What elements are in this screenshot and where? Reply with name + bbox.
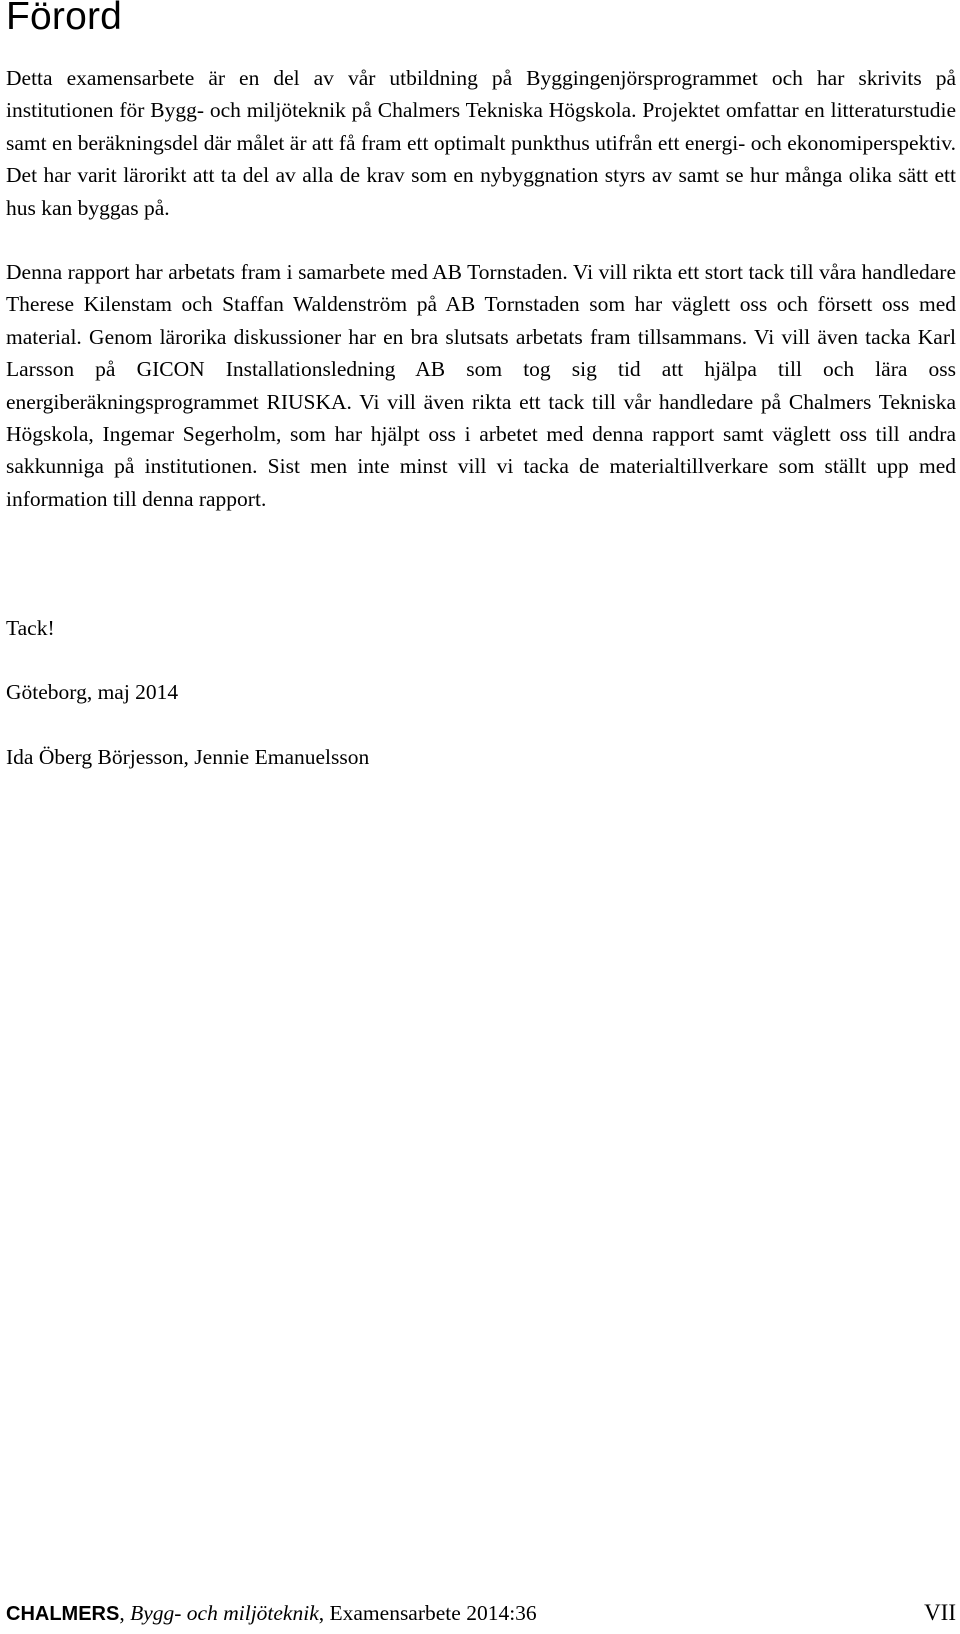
- paragraph-acknowledgements: Denna rapport har arbetats fram i samarbete med AB Tornstaden. Vi vill rikta ett stort tack till våra handledare Therese Kilenstam och Staffan Waldenström på AB Tornstaden som har väglett oss och försett oss med material. Genom lärorika diskussioner har en bra slutsats arbetats fram tillsammans. Vi vill även tacka Karl Larsson på GICON Installationsledning AB som tog sig tid att hjälpa till och lära oss energiberäkningsprogrammet RIUSKA. Vi vill även rikta ett tack till vår handledare på Chalmers Tekniska Högskola, Ingemar Segerholm, som har hjälpt oss i arbetet med denna rapport samt väglett oss till andra sakkunniga på institutionen. Sist men inte minst vill vi tacka de materialtillverkare som ställt upp med information till denna rapport.: [6, 260, 956, 511]
- footer-separator: ,: [119, 1601, 131, 1625]
- page-heading: Förord: [6, 0, 123, 38]
- footer-department: Bygg- och miljöteknik: [130, 1601, 319, 1625]
- thanks-line: Tack!: [6, 616, 55, 640]
- footer-citation: [6, 1596, 537, 1631]
- page-number: VII: [924, 1600, 956, 1625]
- paragraph-introduction: Detta examensarbete är en del av vår utbildning på Byggingenjörsprogrammet och har skrivits på institutionen för Bygg- och miljöteknik på Chalmers Tekniska Högskola. Projektet omfattar en litteraturstudie samt en beräkningsdel där målet är att få fram ett optimalt punkthus utifrån ett energi- och ekonomiperspektiv. Det har varit lärorikt att ta del av alla de krav som en nybyggnation styrs av samt se hur många olika sätt ett hus kan byggas på.: [6, 66, 956, 220]
- footer-institution: CHALMERS: [6, 1603, 120, 1625]
- author-names: Ida Öberg Börjesson, Jennie Emanuelsson: [6, 745, 370, 769]
- page-footer: [6, 1596, 956, 1630]
- place-and-date: Göteborg, maj 2014: [6, 680, 179, 704]
- footer-report: , Examensarbete 2014:36: [318, 1601, 537, 1625]
